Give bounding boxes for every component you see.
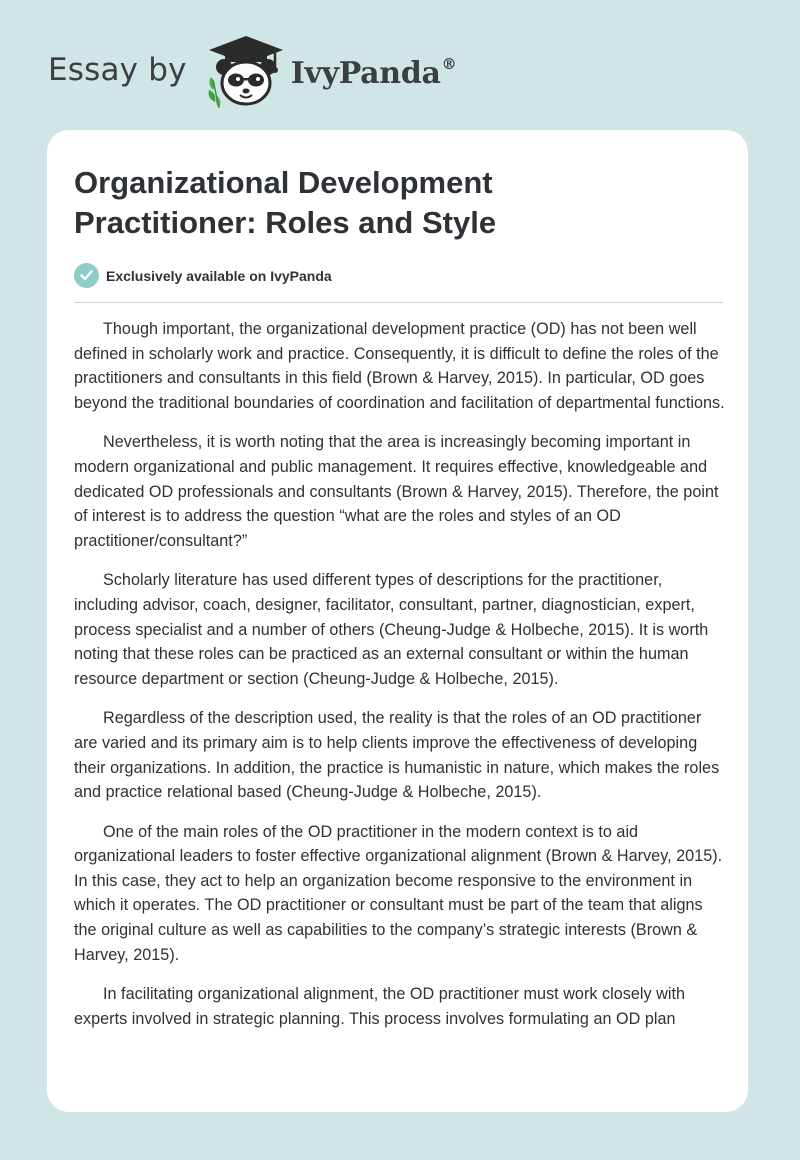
paragraph: Though important, the organizational development practice (OD) has not been well defined in scholarly work and practice. Consequently, it is difficult to define the roles of the practitioners and consultants in this field (Brown & Harvey, 2015). In particular, OD goes beyond the traditional boundaries of coordination and facilitation of departmental functions. [74, 320, 725, 412]
essay-body [74, 317, 726, 1046]
essay-by-label: Essay by [48, 52, 187, 88]
brand-name[interactable]: IvyPanda® [290, 55, 457, 91]
divider [74, 302, 723, 303]
panda-graduate-icon[interactable] [205, 34, 287, 110]
paragraph: Scholarly literature has used different types of descriptions for the practitioner, including advisor, coach, designer, facilitator, consultant, partner, diagnostician, expert, process specialist and a number of others (Cheung-Judge & Holbeche, 2015). It is worth noting that these roles can be practiced as an external consultant or within the human resource department or section (Cheung-Judge & Holbeche, 2015). [74, 571, 709, 688]
paragraph: Regardless of the description used, the reality is that the roles of an OD practitioner are varied and its primary aim is to help clients improve the effectiveness of developing their organizations. In addition, the practice is humanistic in nature, which makes the roles and practice relational based (Cheung-Judge & Holbeche, 2015). [74, 709, 720, 802]
check-icon [74, 263, 99, 288]
exclusive-badge [74, 263, 332, 288]
registered-mark: ® [441, 55, 457, 73]
paragraph: In facilitating organizational alignment, the OD practitioner must work closely with experts involved in strategic planning. This process involves formulating an OD plan [74, 985, 685, 1028]
paragraph: Nevertheless, it is worth noting that the area is increasingly becoming important in modern organizational and public management. It requires effective, knowledgeable and dedicated OD professionals and consultants (Brown & Harvey, 2015). Therefore, the point of interest is to address the question “what are the roles and styles of an OD practitioner/consultant?” [74, 433, 719, 550]
exclusive-label: Exclusively available on IvyPanda [106, 267, 332, 284]
paragraph: One of the main roles of the OD practitioner in the modern context is to aid organizational leaders to foster effective organizational alignment (Brown & Harvey, 2015). In this case, they act to help an organization become responsive to the environment in which it operates. The OD practitioner or consultant must be part of the team that aligns the original culture as well as capabilities to the company’s strategic interests (Brown & Harvey, 2015). [74, 822, 723, 964]
essay-card [47, 130, 748, 1112]
site-header [48, 34, 456, 110]
page-title: Organizational Development Practitioner: Roles and Style [74, 165, 497, 240]
